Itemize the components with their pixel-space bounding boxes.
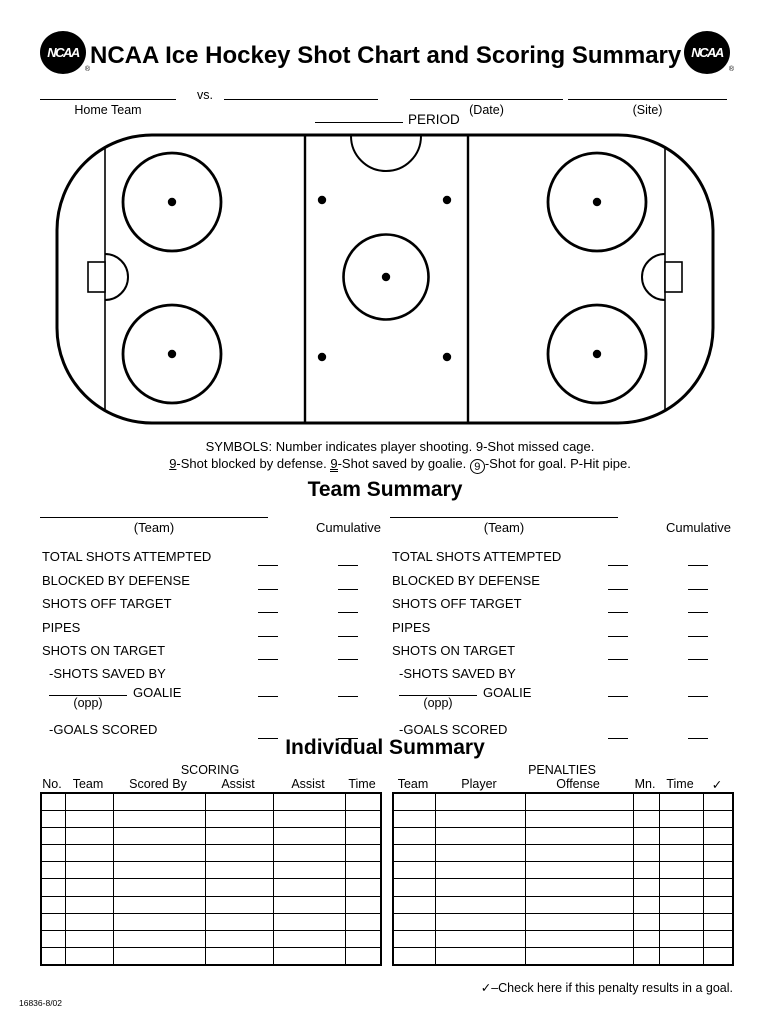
stat-field[interactable] [608,647,628,660]
empty-cell[interactable] [525,896,633,913]
empty-cell[interactable] [113,827,205,844]
empty-cell[interactable] [41,931,65,948]
opp-label: (opp) [73,695,103,710]
stat-row: SHOTS ON TARGET [390,639,731,663]
empty-cell[interactable] [525,879,633,896]
stat-field[interactable] [258,600,278,613]
empty-cell[interactable] [273,948,345,965]
empty-cell[interactable] [41,793,65,810]
team-name-field[interactable] [40,506,268,518]
table-row [393,793,733,810]
table-row [393,948,733,965]
shots-saved-label: -SHOTS SAVED BY [49,665,166,681]
shots-saved-label: -SHOTS SAVED BY [399,665,516,681]
table-row [393,862,733,879]
empty-cell[interactable] [435,896,525,913]
stat-field[interactable] [608,577,628,590]
ncaa-logo-text: NCAA [691,45,723,60]
cumulative-field[interactable] [338,647,358,660]
goal-cage-right [665,262,682,292]
empty-cell[interactable] [205,810,273,827]
opp-goalie-field[interactable] [399,681,477,696]
cumulative-field[interactable] [688,684,708,697]
empty-cell[interactable] [273,862,345,879]
empty-cell[interactable] [703,845,733,862]
center-faceoff-dot [382,273,390,281]
cumulative-field[interactable] [688,577,708,590]
opp-goalie-field[interactable] [49,681,127,696]
empty-cell[interactable] [41,879,65,896]
empty-cell[interactable] [273,827,345,844]
goalie-row [390,681,731,718]
stat-row: -GOALS SCORED [40,718,381,742]
goalie-label: GOALIE [133,684,182,700]
empty-cell[interactable] [273,913,345,930]
empty-cell[interactable] [659,879,703,896]
home-team-field[interactable] [40,87,176,100]
empty-cell[interactable] [659,827,703,844]
empty-cell[interactable] [65,793,113,810]
empty-cell[interactable] [393,879,435,896]
page-title: NCAA Ice Hockey Shot Chart and Scoring Summary [90,42,682,69]
stat-row: TOTAL SHOTS ATTEMPTED [40,545,381,569]
stat-field[interactable] [608,553,628,566]
stat-row: -GOALS SCORED [390,718,731,742]
penalties-section-label: PENALTIES [528,763,596,777]
empty-cell[interactable] [659,845,703,862]
empty-cell[interactable] [345,810,381,827]
vs-label: vs. [197,88,213,102]
empty-cell[interactable] [113,793,205,810]
empty-cell[interactable] [525,948,633,965]
empty-cell[interactable] [703,913,733,930]
empty-cell[interactable] [345,793,381,810]
penalties-column-headers: Team Player Offense Mn. Time ✓ [397,777,723,792]
faceoff-dot [593,350,601,358]
empty-cell[interactable] [345,948,381,965]
stat-row: PIPES [40,616,381,640]
empty-cell[interactable] [435,845,525,862]
empty-cell[interactable] [393,896,435,913]
rink-diagram[interactable] [55,133,715,425]
stat-row: PIPES [390,616,731,640]
empty-cell[interactable] [65,931,113,948]
empty-cell[interactable] [273,845,345,862]
neutral-faceoff-dot [318,196,326,204]
empty-cell[interactable] [435,862,525,879]
empty-cell[interactable] [273,931,345,948]
empty-cell[interactable] [65,913,113,930]
stat-row: SHOTS ON TARGET [40,639,381,663]
empty-cell[interactable] [205,896,273,913]
empty-cell[interactable] [345,913,381,930]
scoring-table [40,792,382,966]
empty-cell[interactable] [633,862,659,879]
empty-cell[interactable] [205,879,273,896]
empty-cell[interactable] [65,810,113,827]
stat-row: TOTAL SHOTS ATTEMPTED [390,545,731,569]
empty-cell[interactable] [41,862,65,879]
cumulative-field[interactable] [688,624,708,637]
empty-cell[interactable] [525,793,633,810]
empty-cell[interactable] [41,948,65,965]
empty-cell[interactable] [205,913,273,930]
check-note: ✓–Check here if this penalty results in a goal. [480,981,733,995]
cumulative-field[interactable] [688,553,708,566]
empty-cell[interactable] [703,793,733,810]
empty-cell[interactable] [113,948,205,965]
team-name-field[interactable] [390,506,618,518]
empty-cell[interactable] [41,896,65,913]
empty-cell[interactable] [393,913,435,930]
empty-cell[interactable] [633,793,659,810]
empty-cell[interactable] [525,810,633,827]
stat-field[interactable] [258,577,278,590]
stat-field[interactable] [258,647,278,660]
date-field[interactable] [410,87,563,100]
neutral-faceoff-dot [443,353,451,361]
team-summary-title: Team Summary [307,478,463,501]
empty-cell[interactable] [393,931,435,948]
form-code: 16836-8/02 [19,998,63,1008]
empty-cell[interactable] [65,948,113,965]
cumulative-label: Cumulative [315,520,381,535]
table-row [393,931,733,948]
empty-cell[interactable] [525,913,633,930]
goal-symbol: 9 [470,459,485,474]
table-row [41,879,381,896]
empty-cell[interactable] [113,931,205,948]
empty-cell[interactable] [273,793,345,810]
empty-cell[interactable] [273,810,345,827]
referee-crease [351,136,421,171]
registered-mark: ® [728,66,734,73]
stat-row: BLOCKED BY DEFENSE [40,569,381,593]
neutral-faceoff-dot [443,196,451,204]
empty-cell[interactable] [435,931,525,948]
saved-symbol: 9 [330,455,338,471]
empty-cell[interactable] [435,827,525,844]
empty-cell[interactable] [205,948,273,965]
empty-cell[interactable] [703,810,733,827]
cumulative-field[interactable] [338,553,358,566]
period-field[interactable] [315,110,403,123]
ncaa-logo-text: NCAA [47,45,79,60]
table-row [393,810,733,827]
table-row [393,896,733,913]
stat-field[interactable] [258,624,278,637]
empty-cell[interactable] [41,845,65,862]
empty-cell[interactable] [659,896,703,913]
table-row [393,827,733,844]
empty-cell[interactable] [435,913,525,930]
cumulative-field[interactable] [338,600,358,613]
cumulative-field[interactable] [688,600,708,613]
stat-field[interactable] [608,600,628,613]
empty-cell[interactable] [113,862,205,879]
empty-cell[interactable] [65,862,113,879]
empty-cell[interactable] [65,827,113,844]
empty-cell[interactable] [659,931,703,948]
stat-field[interactable] [608,684,628,697]
empty-cell[interactable] [703,896,733,913]
empty-cell[interactable] [435,793,525,810]
empty-cell[interactable] [113,879,205,896]
stat-field[interactable] [258,684,278,697]
empty-cell[interactable] [659,862,703,879]
opp-label: (opp) [423,695,453,710]
period-label: PERIOD [408,112,460,127]
empty-cell[interactable] [435,948,525,965]
empty-cell[interactable] [345,896,381,913]
goal-crease-left [105,254,128,300]
table-row [41,793,381,810]
table-row [41,845,381,862]
cumulative-field[interactable] [688,647,708,660]
team-label: (Team) [133,520,175,535]
site-label: (Site) [632,103,663,117]
stat-field[interactable] [608,624,628,637]
table-row [41,931,381,948]
empty-cell[interactable] [345,879,381,896]
symbols-line2: 9-Shot blocked by defense. 9-Shot saved by goalie. 9 -Shot for goal. P-Hit pipe. [169,455,631,473]
site-field[interactable] [568,87,727,100]
empty-cell[interactable] [703,948,733,965]
stat-row: SHOTS OFF TARGET [40,592,381,616]
empty-cell[interactable] [659,948,703,965]
empty-cell[interactable] [393,948,435,965]
team-summary-home [40,506,381,742]
empty-cell[interactable] [659,810,703,827]
individual-summary-title: Individual Summary [285,736,485,759]
empty-cell[interactable] [633,896,659,913]
visiting-team-field[interactable] [224,87,378,100]
cumulative-field[interactable] [338,624,358,637]
empty-cell[interactable] [435,810,525,827]
empty-cell[interactable] [659,913,703,930]
scoring-column-headers: No. Team Scored By Assist Assist Time [42,777,376,791]
empty-cell[interactable] [633,879,659,896]
empty-cell[interactable] [633,845,659,862]
empty-cell[interactable] [205,931,273,948]
table-row [393,845,733,862]
table-row [41,948,381,965]
empty-cell[interactable] [703,931,733,948]
empty-cell[interactable] [393,862,435,879]
neutral-faceoff-dot [318,353,326,361]
empty-cell[interactable] [41,913,65,930]
goalie-label: GOALIE [483,684,532,700]
empty-cell[interactable] [113,810,205,827]
faceoff-dot [593,198,601,206]
scoring-section-label: SCORING [180,763,240,777]
stat-row: BLOCKED BY DEFENSE [390,569,731,593]
empty-cell[interactable] [65,896,113,913]
empty-cell[interactable] [393,827,435,844]
table-row [41,827,381,844]
empty-cell[interactable] [205,862,273,879]
cumulative-field[interactable] [338,577,358,590]
blocked-symbol: 9 [169,455,177,471]
table-row [393,879,733,896]
table-row [41,913,381,930]
table-row [393,913,733,930]
empty-cell[interactable] [345,827,381,844]
penalties-table [392,792,734,966]
empty-cell[interactable] [205,845,273,862]
home-team-label: Home Team [74,103,142,117]
empty-cell[interactable] [345,845,381,862]
stat-field[interactable] [258,553,278,566]
faceoff-dot [168,198,176,206]
goal-cage-left [88,262,105,292]
cumulative-label: Cumulative [665,520,731,535]
empty-cell[interactable] [205,827,273,844]
symbols-legend [30,439,770,474]
empty-cell[interactable] [633,810,659,827]
empty-cell[interactable] [525,827,633,844]
empty-cell[interactable] [633,913,659,930]
date-label: (Date) [469,103,504,117]
empty-cell[interactable] [113,845,205,862]
empty-cell[interactable] [205,793,273,810]
table-row [41,896,381,913]
symbols-line1: SYMBOLS: Number indicates player shooting. 9-Shot missed cage. [205,439,595,454]
team-summary-visitor [390,506,731,742]
cumulative-field[interactable] [338,684,358,697]
goalie-row [40,681,381,718]
empty-cell[interactable] [525,931,633,948]
ncaa-logo [684,31,734,74]
empty-cell[interactable] [273,879,345,896]
empty-cell[interactable] [113,896,205,913]
goal-crease-right [642,254,665,300]
empty-cell[interactable] [41,810,65,827]
empty-cell[interactable] [393,845,435,862]
table-row [41,810,381,827]
empty-cell[interactable] [525,862,633,879]
empty-cell[interactable] [703,879,733,896]
team-label: (Team) [483,520,525,535]
empty-cell[interactable] [525,845,633,862]
empty-cell[interactable] [65,845,113,862]
empty-cell[interactable] [41,827,65,844]
empty-cell[interactable] [633,948,659,965]
empty-cell[interactable] [345,931,381,948]
empty-cell[interactable] [659,793,703,810]
empty-cell[interactable] [65,879,113,896]
empty-cell[interactable] [703,862,733,879]
empty-cell[interactable] [345,862,381,879]
empty-cell[interactable] [273,896,345,913]
table-row [41,862,381,879]
empty-cell[interactable] [633,827,659,844]
empty-cell[interactable] [113,913,205,930]
faceoff-dot [168,350,176,358]
empty-cell[interactable] [633,931,659,948]
empty-cell[interactable] [393,793,435,810]
empty-cell[interactable] [393,810,435,827]
stat-row: SHOTS OFF TARGET [390,592,731,616]
empty-cell[interactable] [703,827,733,844]
registered-mark: ® [84,66,90,73]
ncaa-logo [40,31,90,74]
empty-cell[interactable] [435,879,525,896]
